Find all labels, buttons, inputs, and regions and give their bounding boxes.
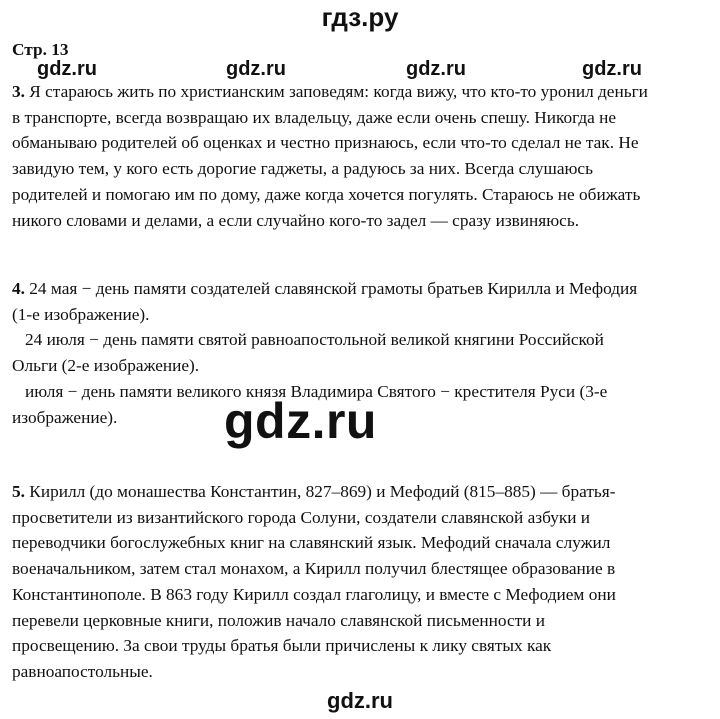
answer-line: обманываю родителей об оценках и честно признаюсь, если что-то сделал не так. Не [12,133,639,153]
answer-line: завидую тем, у кого есть дорогие гаджеты, а радуюсь за них. Всегда слушаюсь [12,159,593,179]
answer-line: (1-е изображение). [12,304,150,324]
answer-line: 4. 24 мая − день памяти создателей славянской грамоты братьев Кирилла и Мефодия [12,279,638,298]
answer-number: 5. [12,482,25,501]
answer-line: 24 июля − день памяти святой равноапостольной великой княгини Российской [12,330,604,350]
answer-line: 3. Я стараюсь жить по христианским заповедям: когда вижу, что кто-то уронил деньги [12,82,648,101]
watermark-3: gdz.ru [406,58,466,80]
watermark-large: gdz.ru [224,393,377,449]
watermark-2: gdz.ru [226,58,286,80]
page-label: Стр. 13 [12,40,69,59]
answer-line: просвещению. За свои труды братья были причислены к лику святых как [12,636,552,656]
answer-line: изображение). [12,407,118,427]
answer-line: переводчики богослужебных книг на славянский язык. Мефодий сначала служил [12,533,611,553]
answer-number: 3. [12,82,25,101]
site-title[interactable]: гдз.ру [321,2,399,32]
answer-line: в транспорте, всегда возвращаю их владельцу, даже если очень спешу. Никогда не [12,107,617,127]
answer-5 [12,479,708,685]
answer-3 [12,79,708,233]
answer-line: просветители из византийского города Солуни, создатели славянской азбуки и [12,507,591,527]
answer-line: родителей и помогаю им по дому, даже когда хочется погулять. Стараюсь не обижать [12,184,641,204]
answer-line: 5. Кирилл (до монашества Константин, 827–869) и Мефодий (815–885) — братья- [12,482,616,501]
answer-line: никого словами и делами, а если случайно кого-то задел — сразу извиняюсь. [12,210,580,230]
answer-line: равноапостольные. [12,661,153,681]
answer-line: военачальником, затем стал монахом, а Кирилл получил блестящее образование в [12,559,616,579]
watermark-bottom: gdz.ru [327,688,393,713]
answer-line: июля − день памяти великого князя Владимира Святого − крестителя Руси (3-е [12,381,608,401]
answer-line: Ольги (2-е изображение). [12,356,200,376]
answer-line: Константинополе. В 863 году Кирилл создал глаголицу, и вместе с Мефодием они [12,584,616,604]
answer-line: перевели церковные книги, положив начало славянской письменности и [12,610,545,630]
watermark-1: gdz.ru [37,58,97,80]
watermark-4: gdz.ru [582,58,642,80]
answer-number: 4. [12,279,25,298]
